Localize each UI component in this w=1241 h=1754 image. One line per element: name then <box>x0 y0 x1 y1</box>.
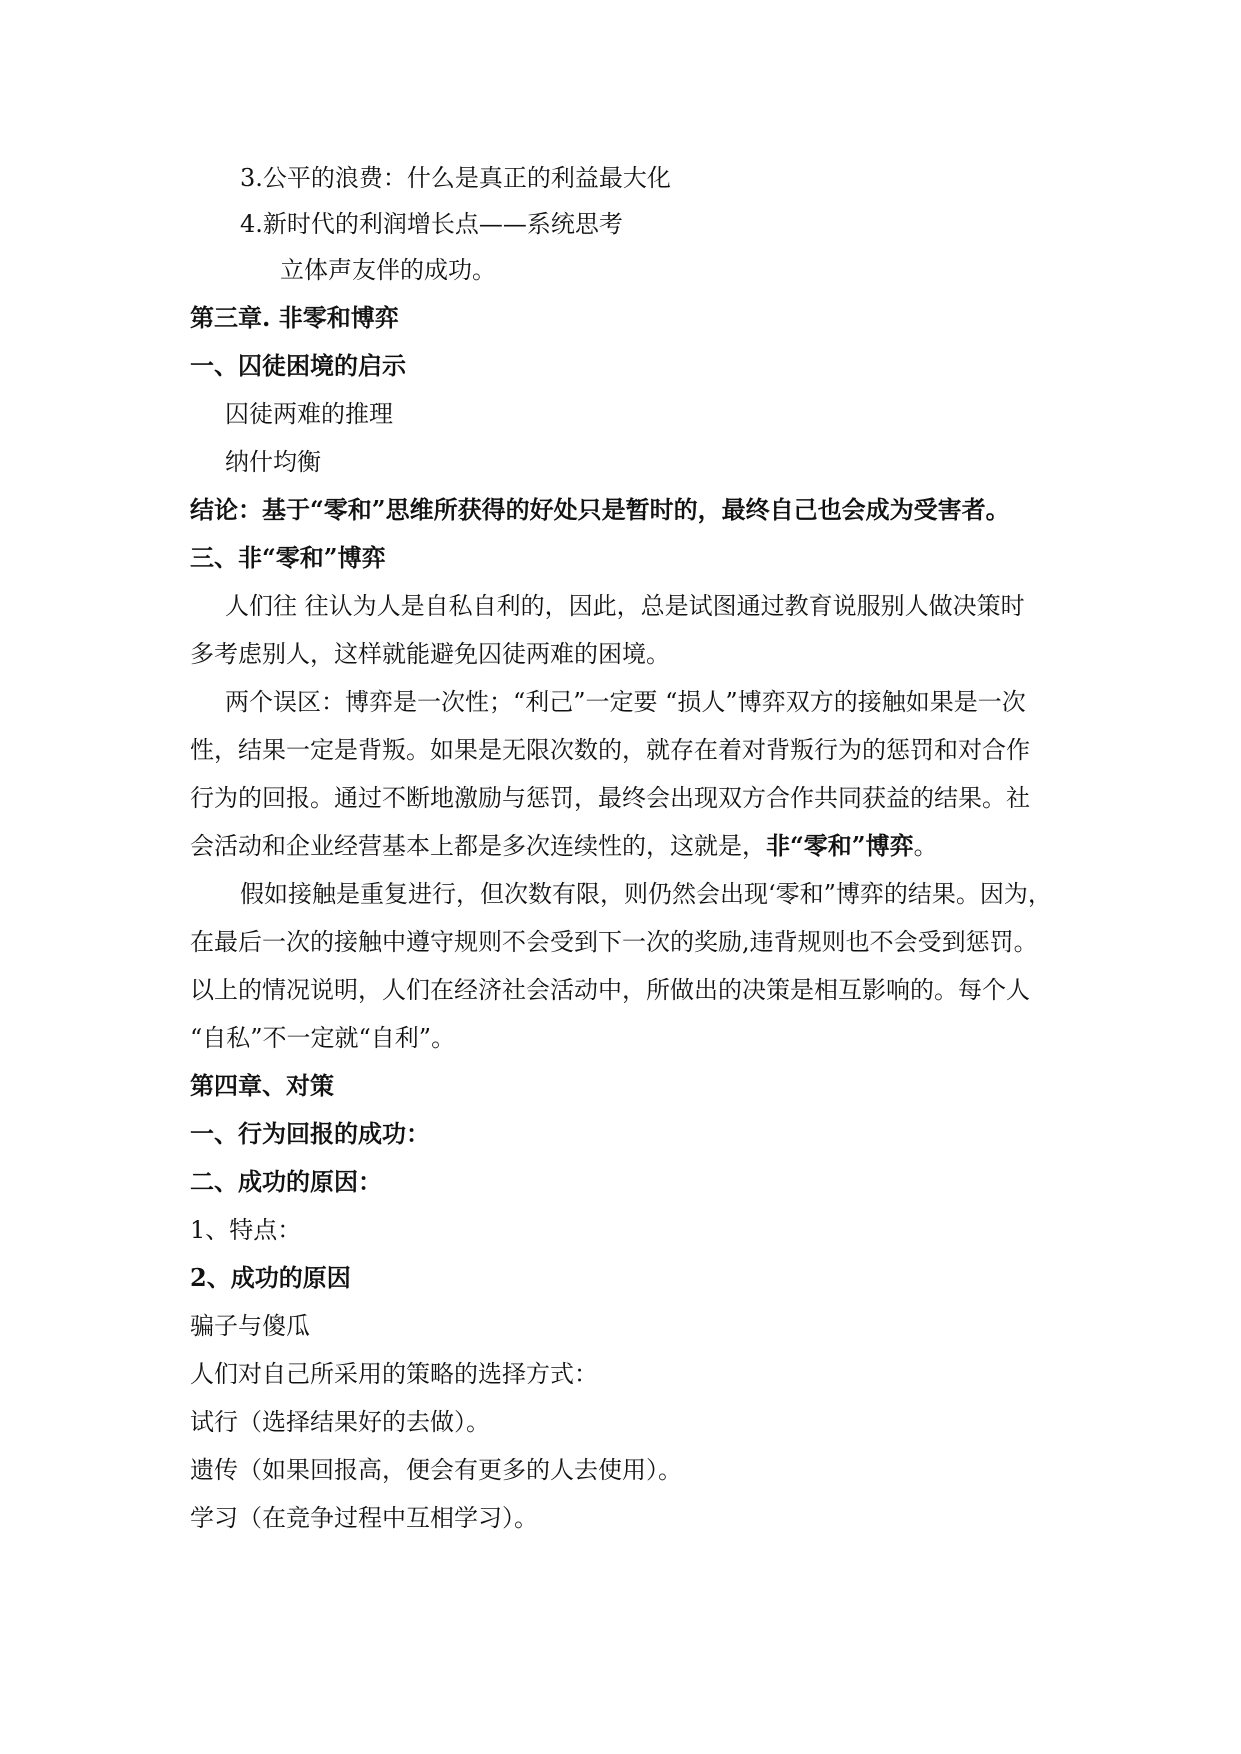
list-item: 2、成功的原因 <box>190 1263 351 1292</box>
chapter-title: 第三章. 非零和博弈 <box>190 303 399 332</box>
paragraph-text: 会活动和企业经营基本上都是多次连续性的，这就是， <box>190 832 766 860</box>
conclusion-text: 结论：基于“零和”思维所获得的好处只是暂时的，最终自己也会成为受害者。 <box>190 495 1010 524</box>
paragraph-line: 性，结果一定是背叛。如果是无限次数的，就存在着对背叛行为的惩罚和对合作 <box>190 736 1030 764</box>
paragraph-line: 行为的回报。通过不断地激励与惩罚，最终会出现双方合作共同获益的结果。社 <box>190 784 1030 812</box>
paragraph-line: 在最后一次的接触中遵守规则不会受到下一次的奖励,违背规则也不会受到惩罚。 <box>190 928 1038 956</box>
paragraph-line: “自私”不一定就“自利”。 <box>190 1024 456 1052</box>
paragraph-line: 两个误区：博弈是一次性；“利己”一定要 “损人”博弈双方的接触如果是一次 <box>225 688 1026 716</box>
list-item: 1、特点： <box>190 1216 302 1244</box>
list-item: 试行（选择结果好的去做）。 <box>190 1408 490 1436</box>
paragraph-text: 。 <box>913 832 938 860</box>
list-item: 4.新时代的利润增长点——系统思考 <box>240 210 623 238</box>
paragraph-line <box>190 826 1070 866</box>
paragraph-line: 多考虑别人，这样就能避免囚徒两难的困境。 <box>190 640 670 668</box>
list-item: 囚徒两难的推理 <box>225 400 393 428</box>
section-heading: 一、囚徒困境的启示 <box>190 351 406 380</box>
paragraph-line: 以上的情况说明，人们在经济社会活动中，所做出的决策是相互影响的。每个人 <box>190 976 1030 1004</box>
list-item: 3.公平的浪费：什么是真正的利益最大化 <box>240 164 671 192</box>
list-item: 人们对自己所采用的策略的选择方式： <box>190 1360 598 1388</box>
list-item: 纳什均衡 <box>225 448 321 476</box>
emphasis-text: 非“零和”博弈 <box>766 831 914 860</box>
list-item: 学习（在竞争过程中互相学习）。 <box>190 1504 538 1532</box>
list-item: 骗子与傻瓜 <box>190 1312 310 1340</box>
chapter-title: 第四章、对策 <box>190 1071 334 1100</box>
list-item: 立体声友伴的成功。 <box>280 256 496 284</box>
list-item: 遗传（如果回报高，便会有更多的人去使用）。 <box>190 1456 682 1484</box>
section-heading: 一、行为回报的成功： <box>190 1119 430 1148</box>
paragraph-line: 假如接触是重复进行，但次数有限，则仍然会出现‘零和”博弈的结果。因为， <box>240 880 1052 908</box>
section-heading: 三、非“零和”博弈 <box>190 543 386 572</box>
section-heading: 二、成功的原因： <box>190 1167 382 1196</box>
paragraph-line: 人们往 往认为人是自私自利的，因此，总是试图通过教育说服别人做决策时 <box>225 592 1025 620</box>
